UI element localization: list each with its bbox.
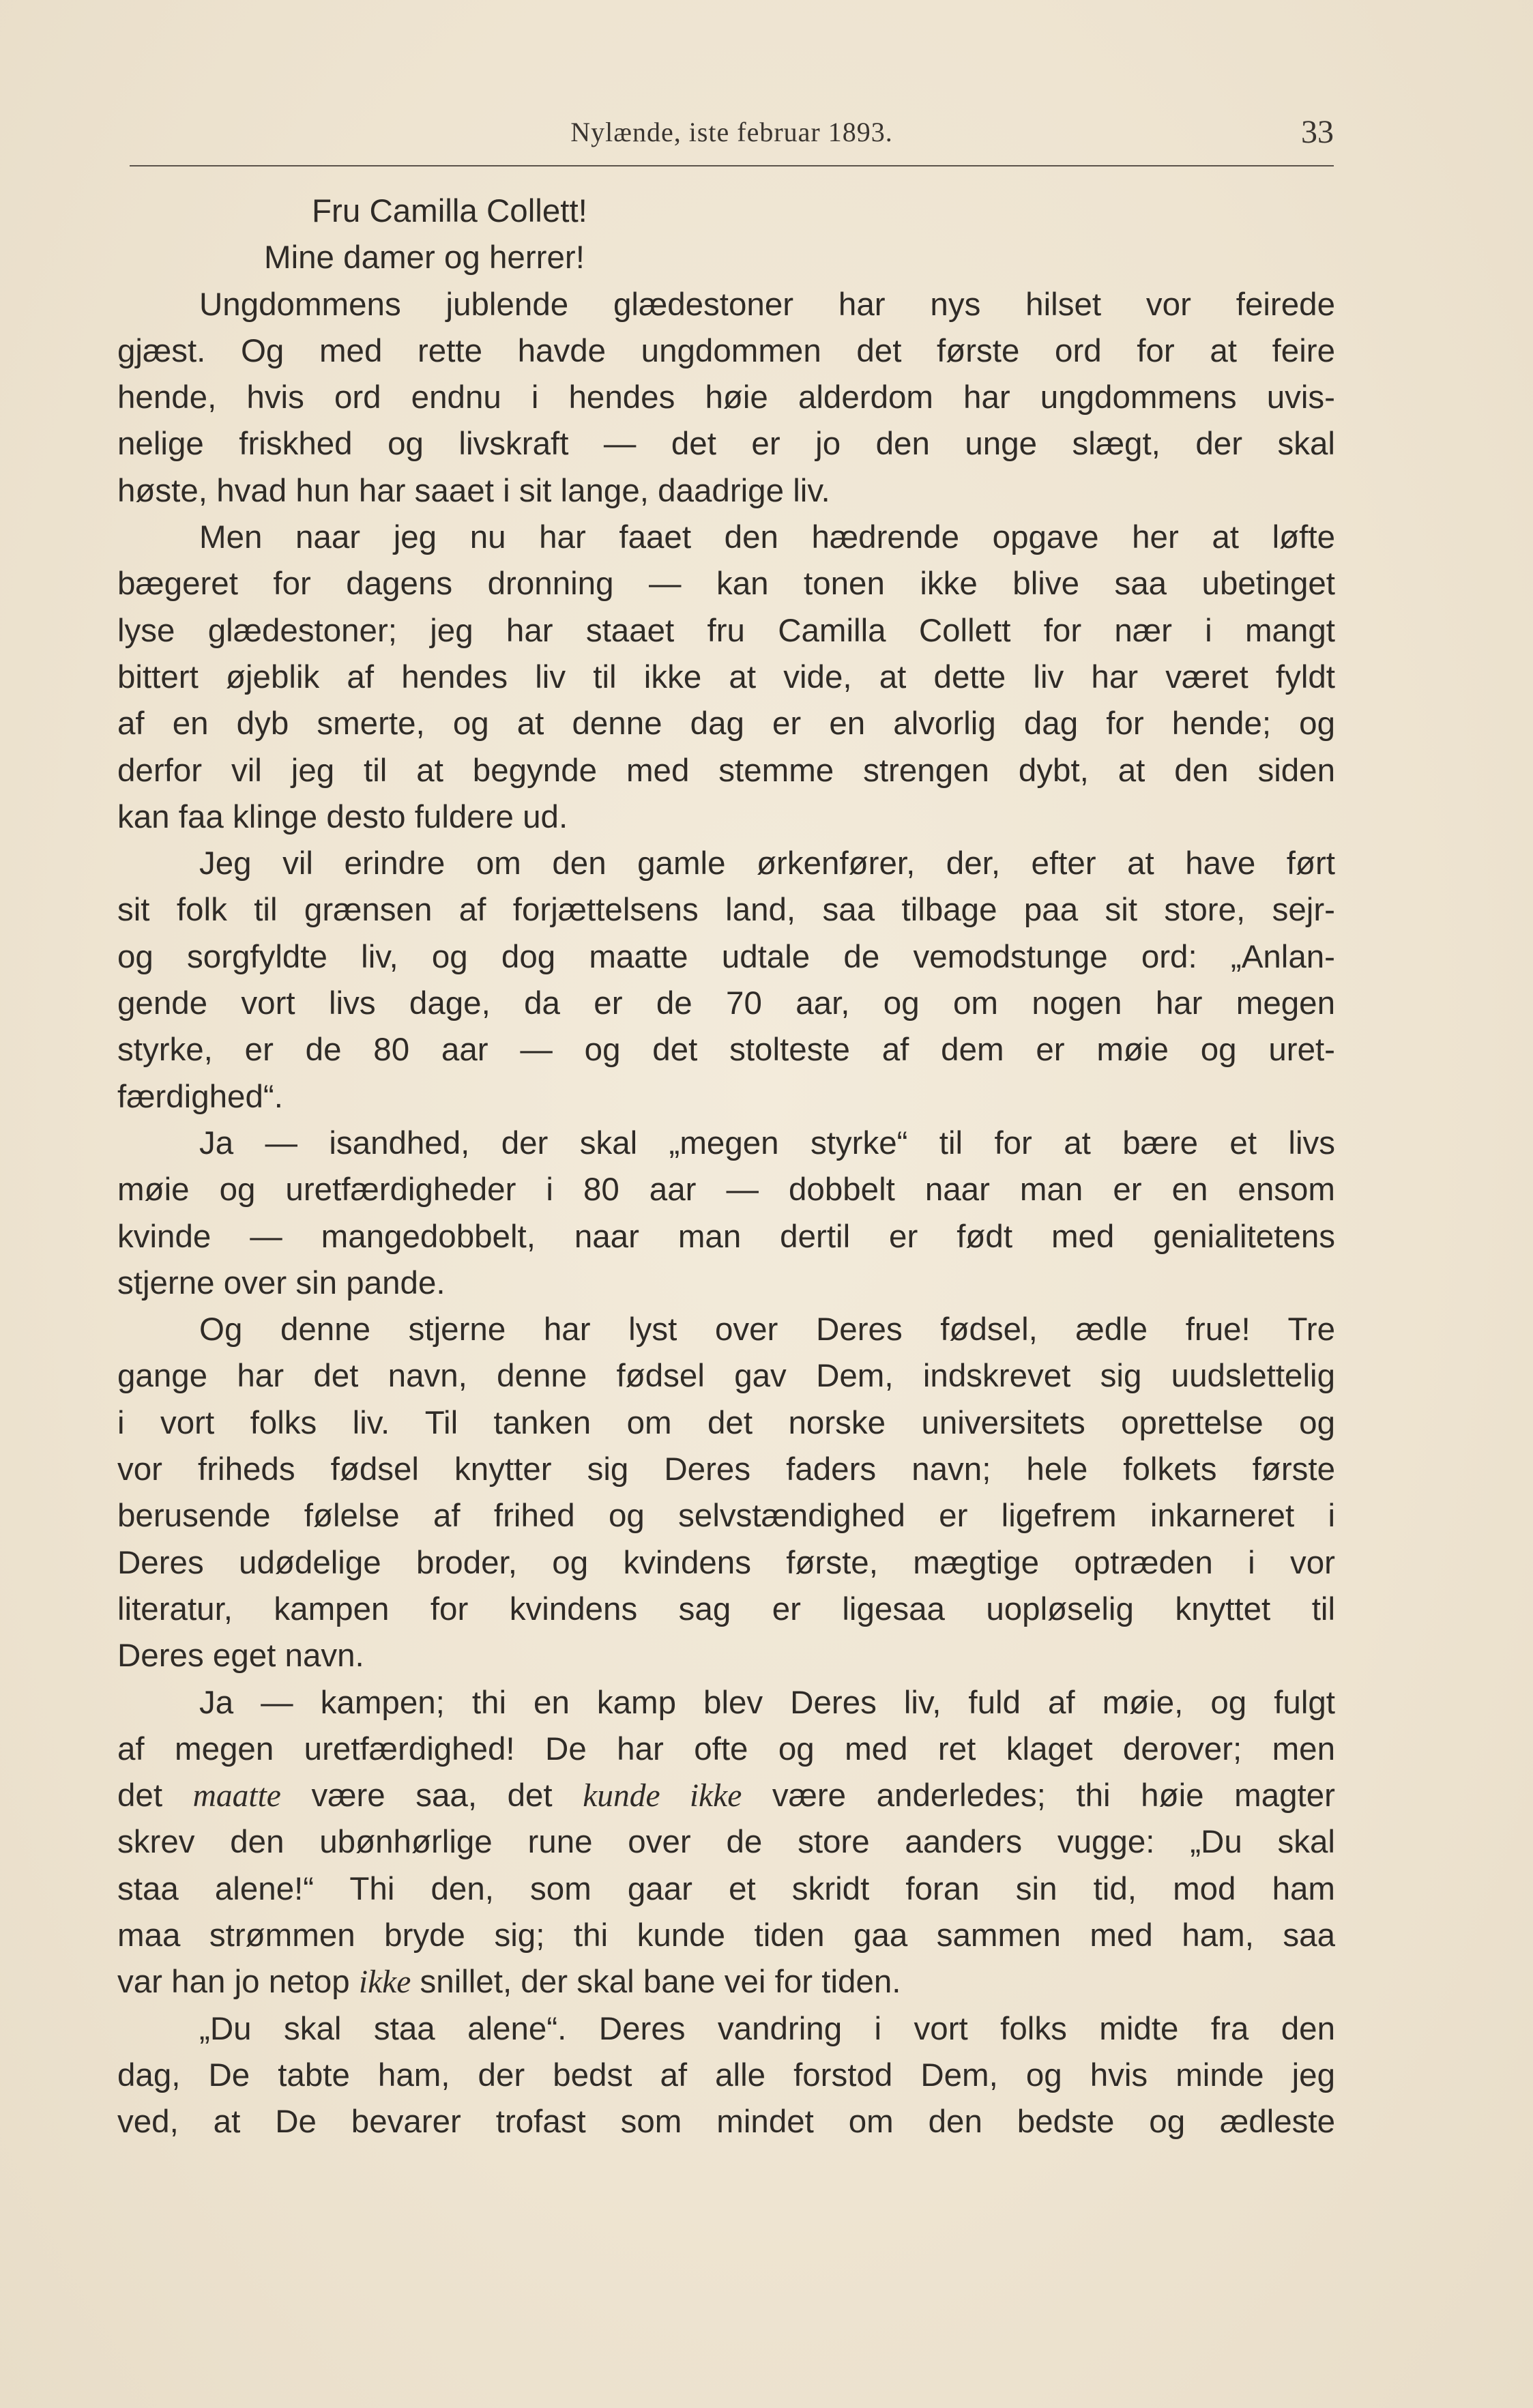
text-line: „Du skal staa alene“. Deres vandring i vort folks midte fra den xyxy=(199,2010,1335,2047)
text-line: Deres udødelige broder, og kvindens første, mægtige optræden i vor xyxy=(117,1544,1335,1581)
text-line: maa strømmen bryde sig; thi kunde tiden gaa sammen med ham, saa xyxy=(117,1917,1335,1954)
text-line: lyse glædestoner; jeg har staaet fru Camilla Collett for nær i mangt xyxy=(117,612,1335,649)
text-line: Og denne stjerne har lyst over Deres fødsel, ædle frue! Tre xyxy=(199,1311,1335,1348)
text-line xyxy=(117,1959,1335,2005)
text-line: bittert øjeblik af hendes liv til ikke at vide, at dette liv har været fyldt xyxy=(117,658,1335,695)
text-line: bægeret for dagens dronning — kan tonen ikke blive saa ubetinget xyxy=(117,566,1335,603)
text-line: Ja — kampen; thi en kamp blev Deres liv, fuld af møie, og fulgt xyxy=(199,1684,1335,1721)
text-line: kan faa klinge desto fuldere ud. xyxy=(117,798,568,835)
text-line: stjerne over sin pande. xyxy=(117,1264,446,1301)
text-line: vor friheds fødsel knytter sig Deres faders navn; hele folkets første xyxy=(117,1451,1335,1488)
text-line: dag, De tabte ham, der bedst af alle forstod Dem, og hvis minde jeg xyxy=(117,2057,1335,2093)
salutation: Mine damer og herrer! xyxy=(264,240,585,276)
text-run: det xyxy=(117,1778,163,1814)
text-line: literatur, kampen for kvindens sag er ligesaa uopløselig knyttet til xyxy=(117,1591,1335,1627)
text-line: gjæst. Og med rette havde ungdommen det første ord for at feire xyxy=(117,332,1335,369)
text-line: høste, hvad hun har saaet i sit lange, daadrige liv. xyxy=(117,472,830,509)
text-run: være anderledes; thi høie magter xyxy=(772,1778,1335,1814)
text-line: møie og uretfærdigheder i 80 aar — dobbelt naar man er en ensom xyxy=(117,1172,1335,1208)
text-run: være saa, det xyxy=(311,1778,553,1814)
emphasized-word: kunde ikke xyxy=(583,1778,742,1814)
running-header xyxy=(130,116,1334,157)
text-line: af megen uretfærdighed! De har ofte og med ret klaget derover; men xyxy=(117,1730,1335,1767)
text-line: derfor vil jeg til at begynde med stemme strengen dybt, at den siden xyxy=(117,752,1335,789)
text-line: og sorgfyldte liv, og dog maatte udtale de vemodstunge ord: „Anlan- xyxy=(117,938,1335,975)
text-line: færdighed“. xyxy=(117,1078,283,1115)
text-line: Jeg vil erindre om den gamle ørkenfører, der, efter at have ført xyxy=(199,845,1335,882)
text-run: var han jo netop xyxy=(117,1964,350,2001)
text-line: gende vort livs dage, da er de 70 aar, og om nogen har megen xyxy=(117,985,1335,1022)
text-line: sit folk til grænsen af forjættelsens land, saa tilbage paa sit store, sejr- xyxy=(117,892,1335,929)
text-line: nelige friskhed og livskraft — det er jo den unge slægt, der skal xyxy=(117,426,1335,463)
text-line: Deres eget navn. xyxy=(117,1638,364,1674)
text-line: Ungdommens jublende glædestoner har nys hilset vor feirede xyxy=(199,286,1335,323)
text-line: Men naar jeg nu har faaet den hædrende opgave her at løfte xyxy=(199,519,1335,556)
text-line: gange har det navn, denne fødsel gav Dem, indskrevet sig uudslettelig xyxy=(117,1358,1335,1395)
text-line: kvinde — mangedobbelt, naar man dertil er født med genialitetens xyxy=(117,1218,1335,1255)
emphasized-word: maatte xyxy=(192,1778,281,1814)
salutation: Fru Camilla Collett! xyxy=(312,193,587,229)
page-number: 33 xyxy=(1301,114,1334,150)
emphasized-word: ikke xyxy=(358,1964,411,2001)
text-line: hende, hvis ord endnu i hendes høie alderdom har ungdommens uvis- xyxy=(117,379,1335,416)
header-rule xyxy=(130,165,1334,166)
text-line: af en dyb smerte, og at denne dag er en alvorlig dag for hende; og xyxy=(117,706,1335,742)
text-run: snillet, der skal bane vei for tiden. xyxy=(420,1964,901,2001)
text-line xyxy=(117,1773,1335,1819)
text-line: skrev den ubønhørlige rune over de store aanders vugge: „Du skal xyxy=(117,1824,1335,1861)
text-line: i vort folks liv. Til tanken om det norske universitets oprettelse og xyxy=(117,1404,1335,1441)
text-line: Ja — isandhed, der skal „megen styrke“ til for at bære et livs xyxy=(199,1125,1335,1161)
body-text xyxy=(117,188,1335,2145)
header-title: Nylænde, iste februar 1893. xyxy=(570,117,893,147)
text-line: ved, at De bevarer trofast som mindet om den bedste og ædleste xyxy=(117,2104,1335,2141)
text-line: berusende følelse af frihed og selvstændighed er ligefrem inkarneret i xyxy=(117,1498,1335,1535)
text-line: styrke, er de 80 aar — og det stolteste af dem er møie og uret- xyxy=(117,1032,1335,1069)
text-line: staa alene!“ Thi den, som gaar et skridt foran sin tid, mod ham xyxy=(117,1870,1335,1907)
